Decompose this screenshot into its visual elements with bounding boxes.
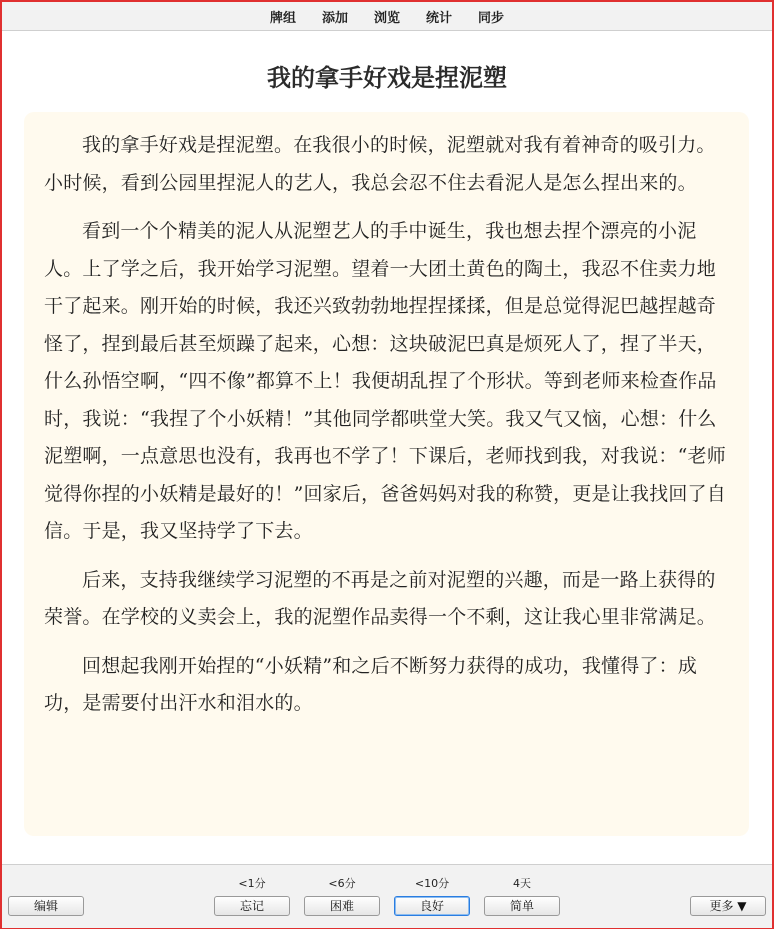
interval-easy: 4天: [513, 877, 531, 890]
hard-button[interactable]: 困难: [304, 896, 380, 916]
interval-good: <10分: [414, 877, 450, 890]
card-content: [24, 112, 749, 723]
card-body: [24, 112, 749, 836]
good-button[interactable]: 良好: [394, 896, 470, 916]
again-button[interactable]: 忘记: [214, 896, 290, 916]
nav-add[interactable]: 添加: [321, 10, 348, 26]
interval-again: <1分: [238, 877, 266, 890]
review-bottom-bar: [2, 864, 772, 928]
nav-browse[interactable]: 浏览: [373, 10, 400, 26]
paragraph-2: 看到一个个精美的泥人从泥塑艺人的手中诞生，我也想去捏个漂亮的小泥人。上了学之后，我开始学习泥塑。望着一大团土黄色的陶土，我忍不住卖力地干了起来。刚开始的时候，我还兴致勃勃地捏捏揉揉，但是总觉得泥巴越捏越奇怪了，捏到最后甚至烦躁了起来，心想：这块破泥巴真是烦死人了，捏了半天，什么孙悟空啊，“四不像”都算不上！我便胡乱捏了个形状。等到老师来检查作品时，我说：“我捏了个小妖精！”其他同学都哄堂大笑。我又气又恼，心想：什么泥塑啊，一点意思也没有，我再也不学了！下课后，老师找到我，对我说：“老师觉得你捏的小妖精是最好的！”回家后，爸爸妈妈对我的称赞，更是让我找回了自信。于是，我又坚持学了下去。: [44, 220, 726, 542]
paragraph-3: 后来，支持我继续学习泥塑的不再是之前对泥塑的兴趣，而是一路上获得的荣誉。在学校的义卖会上，我的泥塑作品卖得一个不剩，这让我心里非常满足。: [44, 568, 717, 628]
interval-hard: <6分: [328, 877, 356, 890]
paragraph-1: 我的拿手好戏是捏泥塑。在我很小的时候，泥塑就对我有着神奇的吸引力。小时候，看到公园里捏泥人的艺人，我总会忍不住去看泥人是怎么捏出来的。: [44, 134, 716, 194]
nav-decks[interactable]: 牌组: [269, 10, 296, 26]
more-button[interactable]: 更多 ▼: [690, 896, 766, 916]
nav-sync[interactable]: 同步: [478, 10, 505, 26]
edit-button[interactable]: 编辑: [8, 896, 84, 916]
paragraph-4: 回想起我刚开始捏的“小妖精”和之后不断努力获得的成功，我懂得了：成功，是需要付出汗水和泪水的。: [44, 654, 698, 714]
easy-button[interactable]: 简单: [484, 896, 560, 916]
top-menu-bar: [2, 2, 772, 31]
card-title: 我的拿手好戏是捏泥塑: [267, 64, 507, 92]
nav-stats[interactable]: 统计: [426, 10, 453, 26]
